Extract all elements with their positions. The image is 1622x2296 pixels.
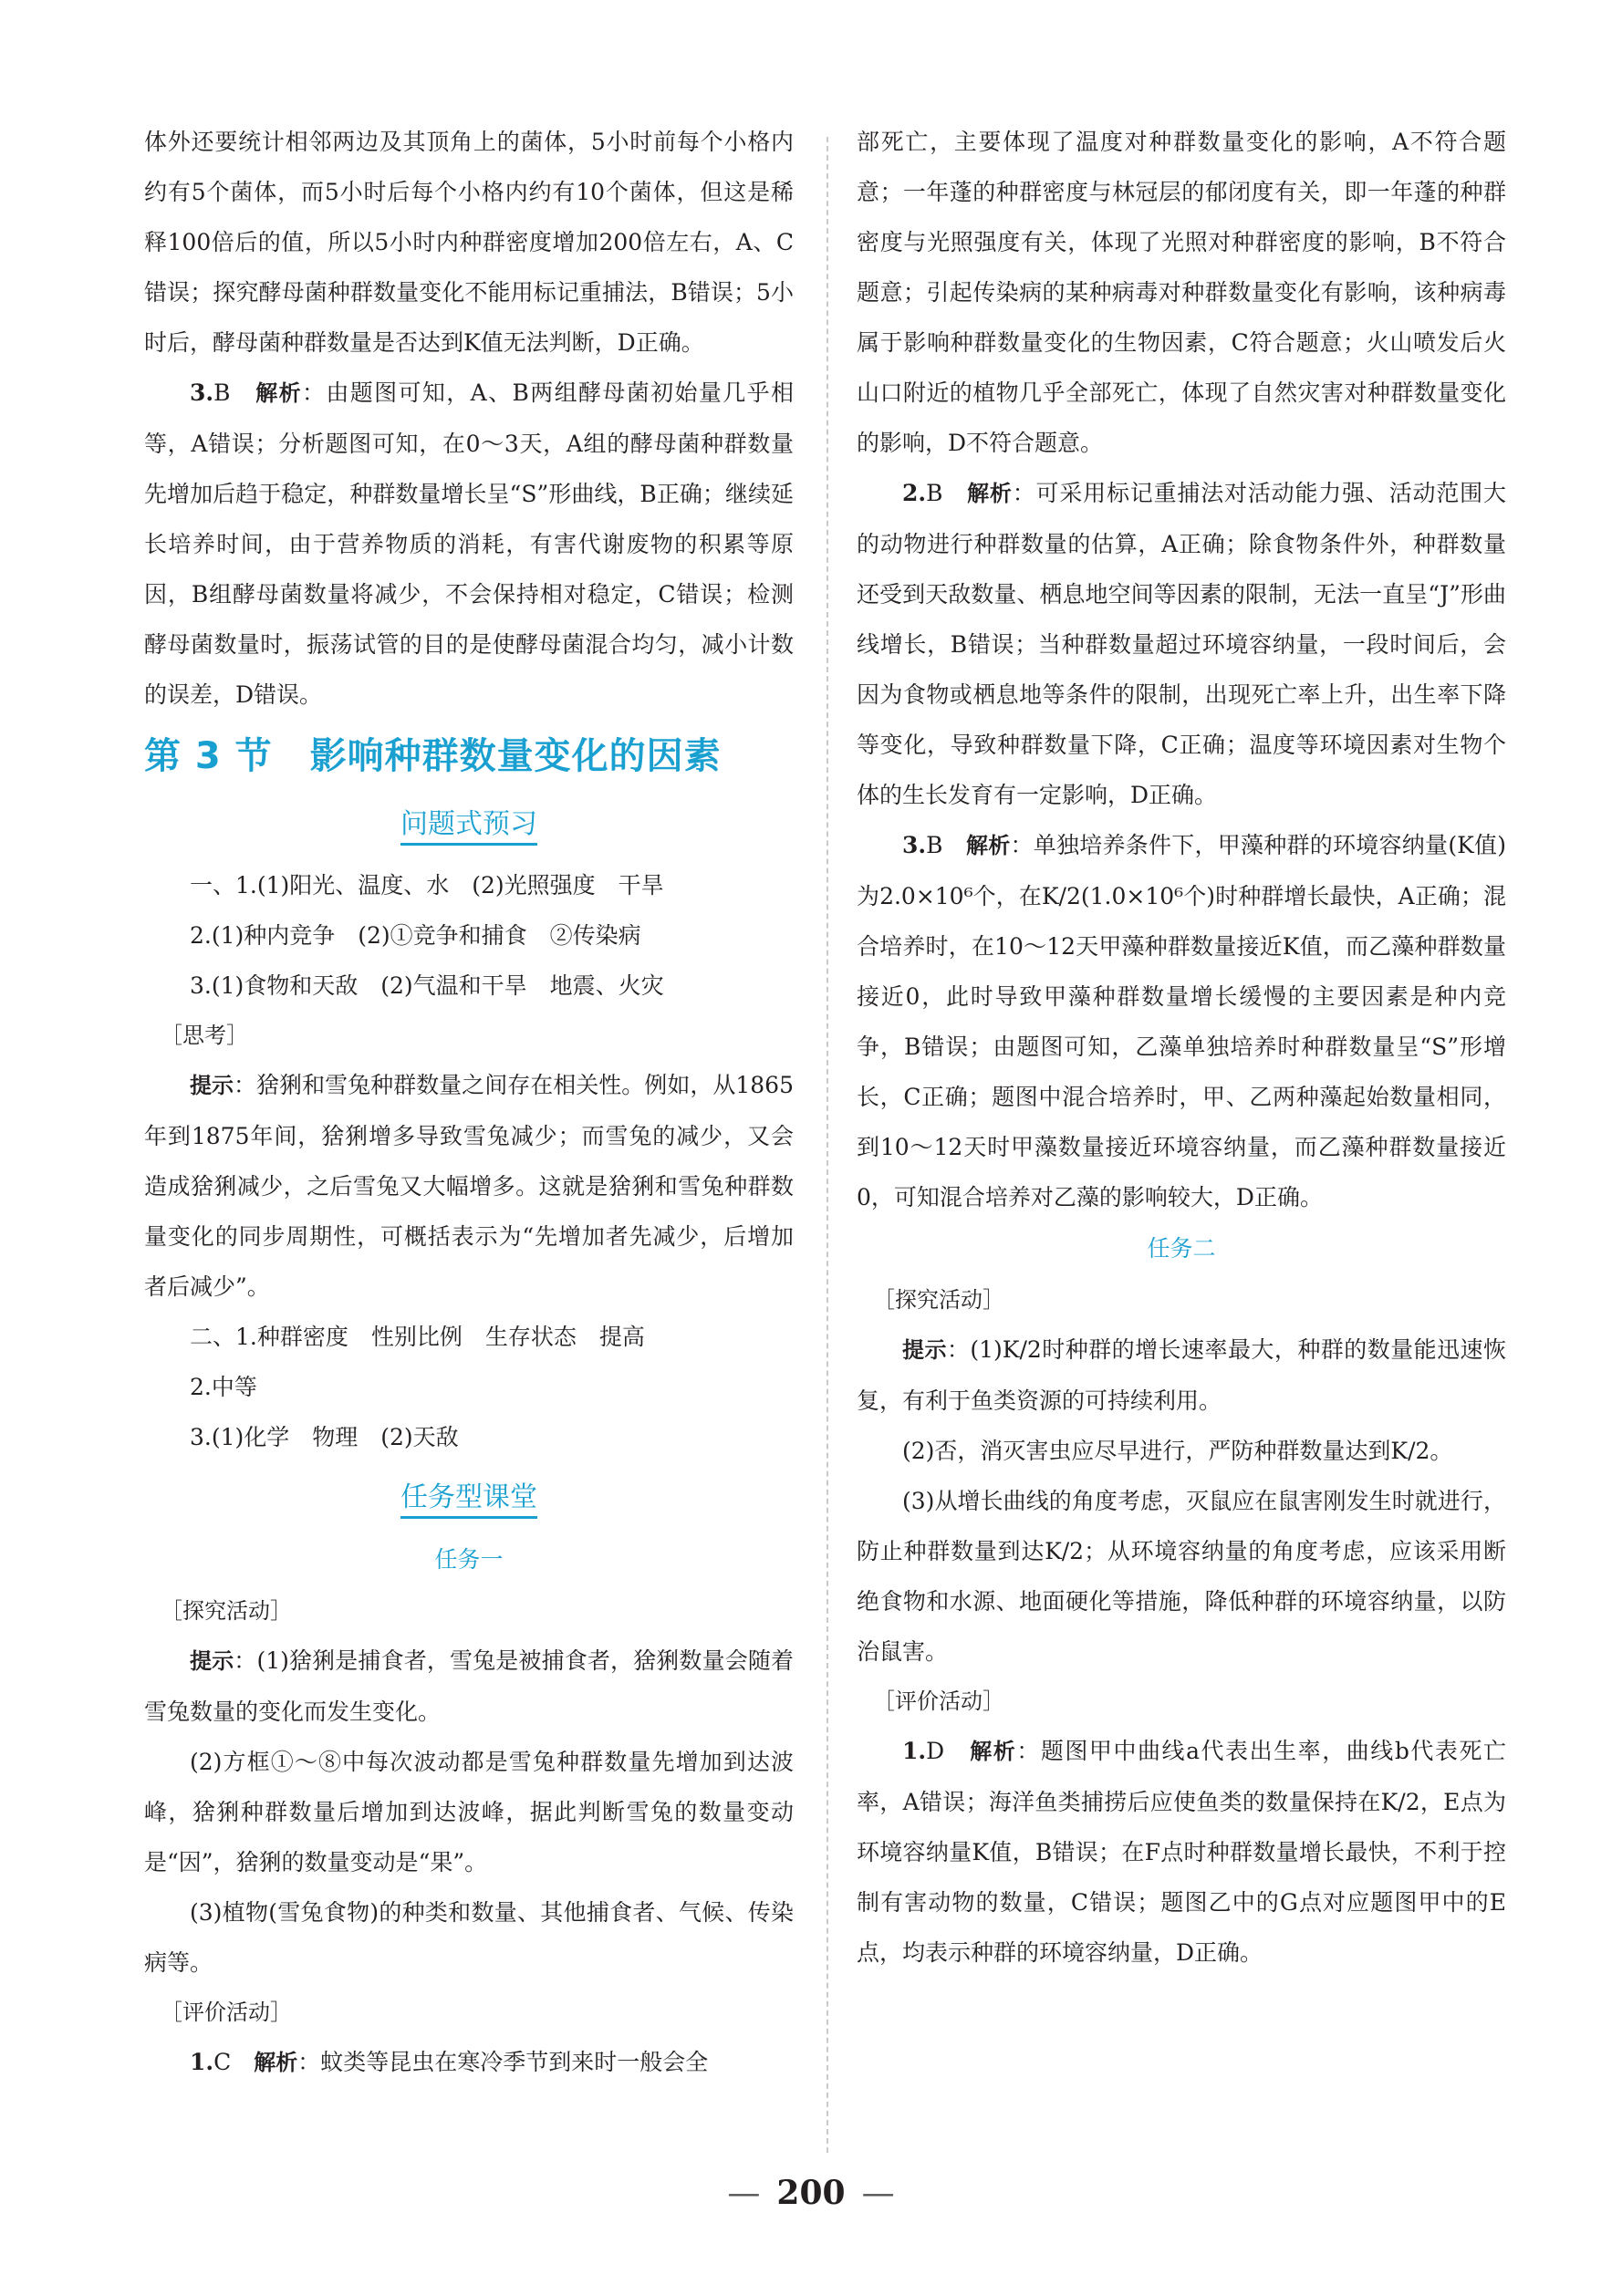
task-2-hint-2: (2)否，消灭害虫应尽早进行，严防种群数量达到K/2。 xyxy=(902,1438,1453,1464)
hint-label: 提示 xyxy=(190,1073,234,1098)
eval-answer-1 xyxy=(857,1726,1506,1978)
hint-text: ：(1)猞猁是捕食者，雪兔是被捕食者，猞猁数量会随着雪兔数量的变化而发生变化。 xyxy=(144,1647,795,1725)
answer-continuation: 体外还要统计相邻两边及其顶角上的菌体，5小时前每个小格内约有5个菌体，而5小时后每个小格内约有10个菌体，但这是稀释100倍后的值，所以5小时内种群密度增加200倍左右，A、C错误；探究酵母菌种群数量变化不能用标记重捕法，B错误；5小时后，酵母菌种群数量是否达到K值无法判断，D正确。 xyxy=(144,129,794,356)
answer-choice: C xyxy=(213,2049,232,2075)
task-1-hint-2: (2)方框①～⑧中每次波动都是雪兔种群数量先增加到达波峰，猞猁种群数量后增加到达波峰，据此判断雪兔的数量变动是“因”，猞猁的数量变动是“果”。 xyxy=(144,1749,794,1875)
preview-line-5: 2.中等 xyxy=(190,1374,257,1400)
left-column xyxy=(144,117,794,2088)
footer-dash-right: — xyxy=(861,2175,895,2212)
classroom-heading-text: 任务型课堂 xyxy=(400,1481,537,1519)
analysis-label: 解析 xyxy=(966,833,1011,858)
answer-3 xyxy=(857,820,1506,1222)
answer-choice: D xyxy=(926,1738,945,1764)
task-1-heading: 任务一 xyxy=(434,1546,504,1573)
hint-label: 提示 xyxy=(190,1648,234,1674)
footer-dash-left: — xyxy=(727,2175,761,2212)
answer-text: ：蚊类等昆虫在寒冷季节到来时一般会全 xyxy=(297,2049,709,2075)
answer-continuation: 部死亡，主要体现了温度对种群数量变化的影响，A不符合题意；一年蓬的种群密度与林冠层的郁闭度有关，即一年蓬的种群密度与光照强度有关，体现了光照对种群密度的影响，B不符合题意；引起传染病的某种病毒对种群数量变化有影响，该种病毒属于影响种群数量变化的生物因素，C符合题意；火山喷发后火山口附近的植物几乎全部死亡，体现了自然灾害对种群数量变化的影响，D不符合题意。 xyxy=(857,129,1506,456)
hint-text: ：猞猁和雪兔种群数量之间存在相关性。例如，从1865年到1875年间，猞猁增多导致雪兔减少；而雪兔的减少，又会造成猞猁减少，之后雪兔又大幅增多。这就是猞猁和雪兔种群数量变化的同步周期性，可概括表示为“先增加者先减少，后增加者后减少”。 xyxy=(144,1072,794,1300)
answer-number: 1. xyxy=(190,2049,214,2075)
preview-line-2: 2.(1)种内竞争 (2)①竞争和捕食 ②传染病 xyxy=(190,922,641,949)
answer-choice: B xyxy=(926,832,943,858)
analysis-label: 解析 xyxy=(970,1739,1017,1764)
answer-choice: B xyxy=(213,379,231,406)
answer-2 xyxy=(857,468,1506,820)
preview-heading-text: 问题式预习 xyxy=(400,808,537,846)
analysis-label: 解析 xyxy=(255,380,303,406)
preview-heading xyxy=(144,789,794,860)
answer-text: ：由题图可知，A、B两组酵母菌初始量几乎相等，A错误；分析题图可知，在0～3天，A组的酵母菌种群数量先增加后趋于稳定，种群数量增长呈“S”形曲线，B正确；继续延长培养时间，由于营养物质的消耗，有害代谢废物的积累等原因，B组酵母菌数量将减少，不会保持相对稳定，C错误；检测酵母菌数量时，振荡试管的目的是使酵母菌混合均匀，减小计数的误差，D错误。 xyxy=(144,379,794,708)
task-1-hint-3: (3)植物(雪兔食物)的种类和数量、其他捕食者、气候、传染病等。 xyxy=(144,1899,794,1976)
eval-label: ［评价活动］ xyxy=(161,2000,292,2025)
task-1-hint-1 xyxy=(144,1636,794,1737)
eval-label: ［评价活动］ xyxy=(873,1688,1004,1714)
analysis-label: 解析 xyxy=(254,2050,298,2075)
eval-answer-1 xyxy=(144,2037,794,2088)
hint-text: ：(1)K/2时种群的增长速率最大，种群的数量能迅速恢复，有利于鱼类资源的可持续利用。 xyxy=(857,1336,1507,1414)
answer-text: ：题图甲中曲线a代表出生率，曲线b代表死亡率，A错误；海洋鱼类捕捞后应使鱼类的数量保持在K/2，E点为环境容纳量K值，B错误；在F点时种群数量增长最快，不利于控制有害动物的数量，C错误；题图乙中的G点对应题图甲中的E点，均表示种群的环境容纳量，D正确。 xyxy=(857,1738,1506,1966)
answer-choice: B xyxy=(926,480,943,506)
answer-number: 1. xyxy=(902,1738,927,1764)
answer-text: ：单独培养条件下，甲藻种群的环境容纳量(K值)为2.0×10⁶个，在K/2(1.0×10⁶个)时种群增长最快，A正确；混合培养时，在10～12天甲藻种群数量接近K值，而乙藻种群数量接近0，此时导致甲藻种群数量增长缓慢的主要因素是种内竞争，B错误；由题图可知，乙藻单独培养时种群数量呈“S”形增长，C正确；题图中混合培养时，甲、乙两种藻起始数量相同，到10～12天时甲藻数量接近环境容纳量，而乙藻种群数量接近0，可知混合培养对乙藻的影响较大，D正确。 xyxy=(857,832,1507,1210)
page-footer xyxy=(0,2174,1622,2212)
answer-text: ：可采用标记重捕法对活动能力强、活动范围大的动物进行种群数量的估算，A正确；除食物条件外，种群数量还受到天敌数量、栖息地空间等因素的限制，无法一直呈“J”形曲线增长，B错误；当种群数量超过环境容纳量，一段时间后，会因为食物或栖息地等条件的限制，出现死亡率上升，出生率下降等变化，导致种群数量下降，C正确；温度等环境因素对生物个体的生长发育有一定影响，D正确。 xyxy=(857,480,1506,808)
answer-number: 3. xyxy=(902,832,927,858)
section-title: 第 3 节 影响种群数量变化的因素 xyxy=(144,735,722,777)
preview-line-6: 3.(1)化学 物理 (2)天敌 xyxy=(190,1424,459,1450)
think-label: ［思考］ xyxy=(161,1023,248,1048)
explore-label: ［探究活动］ xyxy=(873,1287,1004,1313)
explore-label: ［探究活动］ xyxy=(161,1598,292,1624)
analysis-label: 解析 xyxy=(967,481,1013,506)
task-2-heading: 任务二 xyxy=(1147,1235,1216,1262)
preview-line-1: 一、1.(1)阳光、温度、水 (2)光照强度 干旱 xyxy=(190,872,664,899)
right-column xyxy=(857,117,1506,1978)
preview-line-4: 二、1.种群密度 性别比例 生存状态 提高 xyxy=(190,1324,645,1350)
column-divider xyxy=(827,137,828,2153)
classroom-heading xyxy=(144,1462,794,1533)
preview-line-3: 3.(1)食物和天敌 (2)气温和干旱 地震、火灾 xyxy=(190,972,664,999)
answer-3 xyxy=(144,368,794,720)
answer-number: 3. xyxy=(190,379,214,406)
think-hint xyxy=(144,1060,794,1312)
task-2-hint-1 xyxy=(857,1325,1506,1426)
hint-label: 提示 xyxy=(902,1337,947,1363)
task-2-hint-3: (3)从增长曲线的角度考虑，灭鼠应在鼠害刚发生时就进行，防止种群数量到达K/2；从环境容纳量的角度考虑，应该采用断绝食物和水源、地面硬化等措施，降低种群的环境容纳量，以防治鼠害。 xyxy=(857,1488,1506,1665)
answer-number: 2. xyxy=(902,480,927,506)
page-number: 200 xyxy=(776,2174,846,2212)
